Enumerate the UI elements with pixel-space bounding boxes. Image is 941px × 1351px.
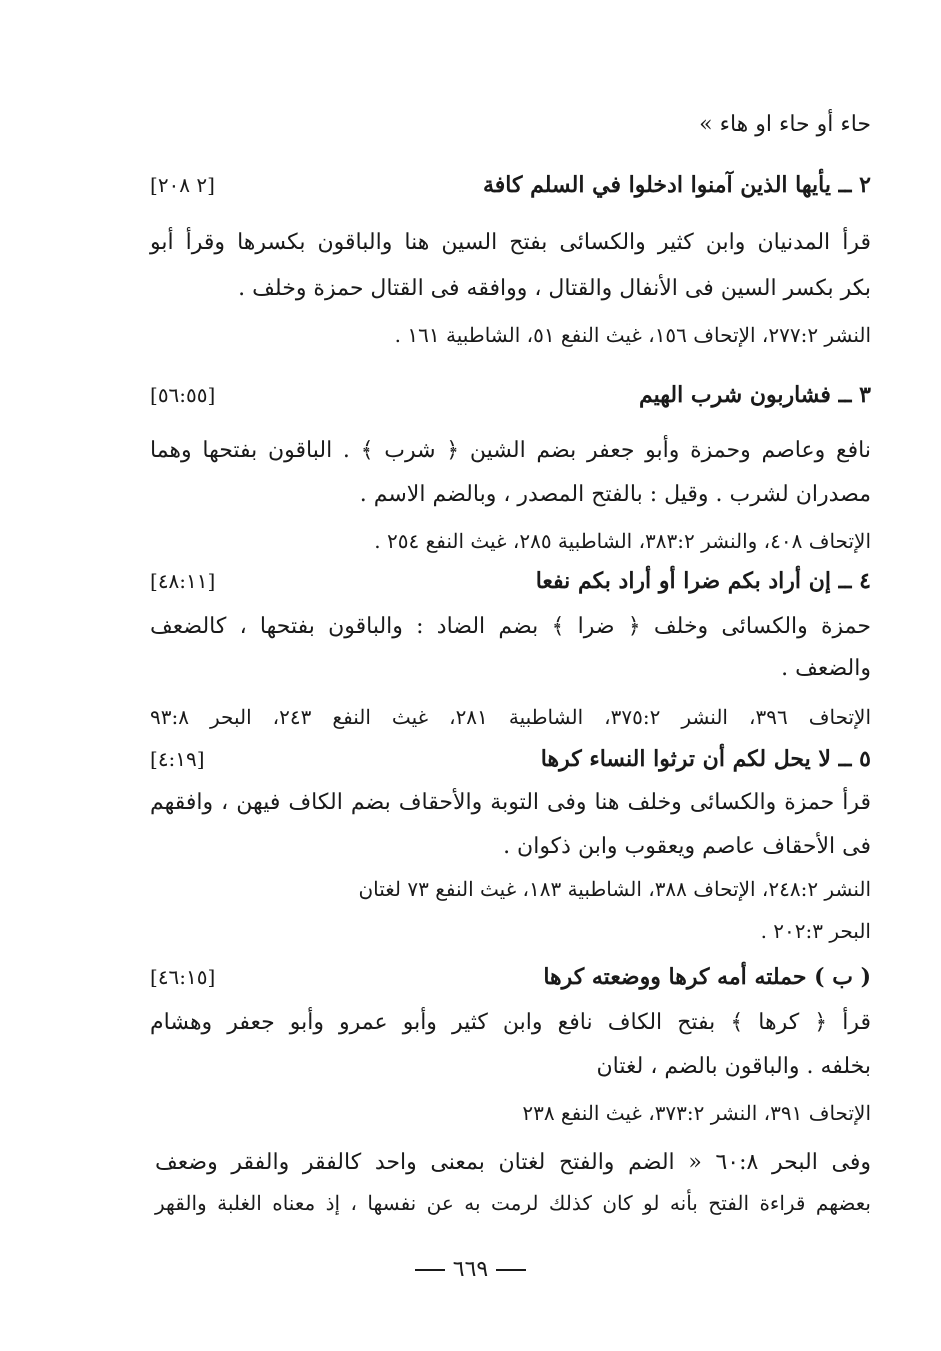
text-line-3b: مصدران لشرب . وقيل : بالفتح المصدر ، وبالضم الاسم . xyxy=(359,482,871,507)
page-number-footer xyxy=(0,1255,941,1285)
text-line-6b: بخلفه . والباقون بالضم ، لغتان xyxy=(596,1054,871,1079)
verse-heading-3: ٣ ــ فشاربون شرب الهيم xyxy=(639,382,871,408)
footer-dash-left xyxy=(415,1269,445,1271)
verse-heading-5b: ( ب ) حملته أمه كرها ووضعته كرها xyxy=(543,964,871,990)
verse-reference-3: [٥٦:٥٥] xyxy=(150,383,216,407)
citation-line-2: النشر ٢٧٧:٢، الإتحاف ١٥٦، غيث النفع ٥١، الشاطبية ١٦١ . xyxy=(394,323,871,347)
citation-line-5b: البحر ٢٠٢:٣ . xyxy=(760,919,871,943)
verse-reference-4: [٤٨:١١] xyxy=(150,569,216,593)
text-line-7a: وفى البحر ٦٠:٨ « الضم والفتح لغتان بمعنى واحد كالفقر والفقر وضعف xyxy=(155,1150,871,1175)
verse-reference-5b: [٤٦:١٥] xyxy=(150,965,216,989)
text-line-3a: نافع وعاصم وحمزة وأبو جعفر بضم الشين ﴿ شرب ﴾ . الباقون بفتحها وهما xyxy=(150,438,871,463)
text-line-6a: قرأ ﴿ كرها ﴾ بفتح الكاف نافع وابن كثير وأبو عمرو وأبو جعفر وهشام xyxy=(150,1010,871,1035)
text-line-7b: بعضهم قراءة الفتح بأنه لو كان كذلك لرمت به عن نفسها ، إذ معناه الغلبة والقهر xyxy=(155,1191,871,1215)
verse-reference-5: [٤:١٩] xyxy=(150,747,205,771)
text-line-5b: فى الأحقاف عاصم ويعقوب وابن ذكوان . xyxy=(503,834,871,859)
text-line-4a: حمزة والكسائى وخلف ﴿ ضرا ﴾ بضم الضاد : والباقون بفتحها ، كالضعف xyxy=(150,614,871,639)
citation-line-6: الإتحاف ٣٩١، النشر ٣٧٣:٢، غيث النفع ٢٣٨ xyxy=(522,1101,871,1125)
verse-heading-2: ٢ ــ يأيها الذين آمنوا ادخلوا في السلم كافة xyxy=(482,172,871,198)
citation-line-4: الإتحاف ٣٩٦، النشر ٣٧٥:٢، الشاطبية ٢٨١، غيث النفع ٢٤٣، البحر ٩٣:٨ xyxy=(150,705,872,729)
text-line-2a: قرأ المدنيان وابن كثير والكسائى بفتح السين هنا والباقون بكسرها وقرأ أبو xyxy=(150,230,871,255)
verse-heading-4: ٤ ــ إن أراد بكم ضرا أو أراد بكم نفعا xyxy=(535,568,871,594)
text-line-4b: والضعف . xyxy=(781,656,871,681)
page-number: ٦٦٩ xyxy=(452,1257,489,1282)
text-line-5a: قرأ حمزة والكسائى وخلف هنا وفى التوبة والأحقاف بضم الكاف فيهن ، وافقهم xyxy=(150,790,871,815)
text-line-2b: بكر بكسر السين فى الأنفال والقتال ، ووافقه فى القتال حمزة وخلف . xyxy=(238,276,871,301)
verse-heading-5: ٥ ــ لا يحل لكم أن ترثوا النساء كرها xyxy=(540,746,871,772)
citation-line-3: الإتحاف ٤٠٨، والنشر ٣٨٣:٢، الشاطبية ٢٨٥، غيث النفع ٢٥٤ . xyxy=(374,529,871,553)
verse-reference-2: [٢ ٢٠٨] xyxy=(150,173,215,197)
footer-dash-right xyxy=(496,1269,526,1271)
citation-line-5a: النشر ٢٤٨:٢، الإتحاف ٣٨٨، الشاطبية ١٨٣، غيث النفع ٧٣ لغتان xyxy=(358,877,871,901)
text-line-intro: حاء أو حاء او هاء » xyxy=(699,112,871,137)
